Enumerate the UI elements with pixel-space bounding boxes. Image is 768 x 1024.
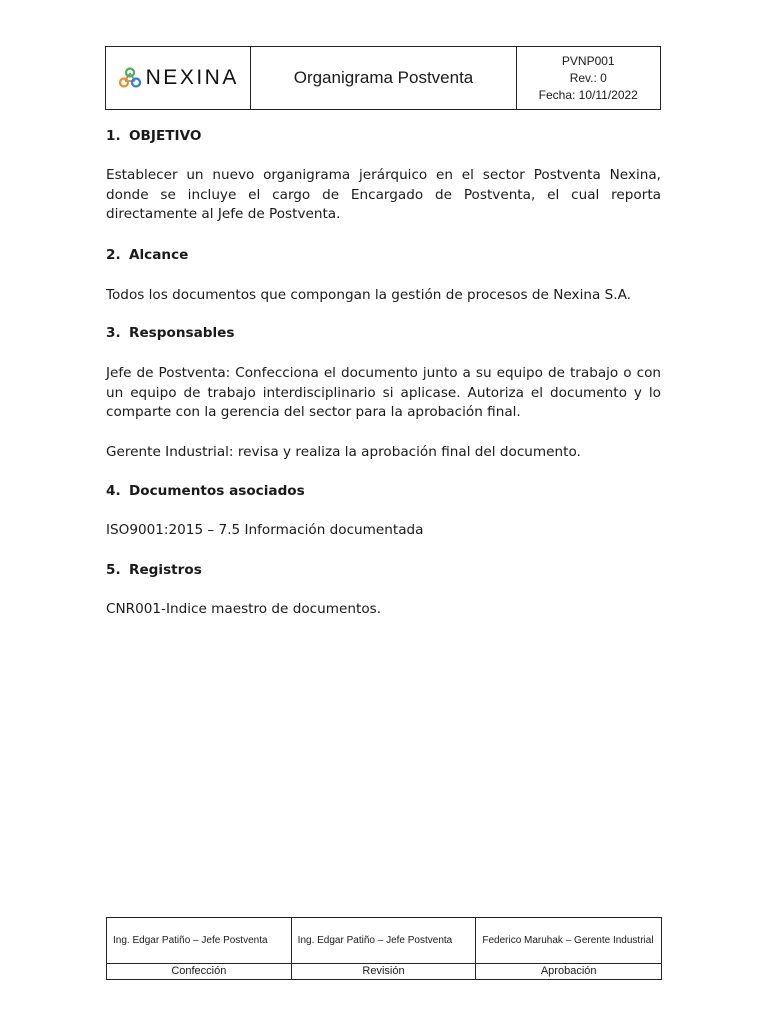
approval-name: Federico Maruhak – Gerente Industrial — [482, 935, 654, 946]
section-number: 4. — [106, 483, 121, 499]
approval-label: Aprobación — [540, 965, 597, 977]
section-number: 1. — [106, 128, 121, 144]
signature-labels-row — [107, 963, 661, 979]
document-meta — [517, 47, 660, 109]
section-heading-responsables — [106, 325, 235, 341]
section-number: 5. — [106, 562, 121, 578]
section-text-objetivo: Establecer un nuevo organigrama jerárquico en el sector Postventa Nexina, donde se incluye el cargo de Encargado de Postventa, el cual reporta directamente al Jefe de Postventa. — [106, 167, 661, 223]
document-header — [105, 46, 661, 110]
signature-names-row — [107, 918, 661, 963]
section-heading-documentos — [106, 483, 305, 499]
section-heading-objetivo — [106, 128, 201, 144]
section-title: OBJETIVO — [129, 128, 202, 144]
section-number: 3. — [106, 325, 121, 341]
document-code: PVNP001 — [561, 53, 615, 68]
logo-text: NEXINA — [145, 66, 239, 89]
section-text-alcance: Todos los documentos que compongan la gestión de procesos de Nexina S.A. — [106, 287, 631, 303]
section-title: Documentos asociados — [129, 483, 305, 499]
signature-table — [106, 917, 662, 980]
revision-label: Revisión — [292, 964, 477, 979]
section-number: 2. — [106, 247, 121, 263]
revision-name: Ing. Edgar Patiño – Jefe Postventa — [292, 918, 477, 963]
nexina-logo-icon — [118, 66, 142, 90]
section-text-registros: CNR001-Indice maestro de documentos. — [106, 601, 382, 617]
confection-name: Ing. Edgar Patiño – Jefe Postventa — [107, 918, 292, 963]
document-revision: Rev.: 0 — [569, 70, 607, 85]
section-title: Alcance — [129, 247, 189, 263]
document-title: Organigrama Postventa — [251, 47, 516, 109]
section-title: Responsables — [129, 325, 235, 341]
section-heading-alcance — [106, 247, 188, 263]
document-date: Fecha: 10/11/2022 — [538, 87, 638, 102]
section-heading-registros — [106, 562, 202, 578]
confection-label: Confección — [107, 964, 292, 979]
section-text-documentos: ISO9001:2015 – 7.5 Información documentada — [106, 522, 424, 538]
section-text-responsables-2: Gerente Industrial: revisa y realiza la aprobación final del documento. — [106, 444, 581, 460]
section-title: Registros — [129, 562, 202, 578]
section-text-responsables: Jefe de Postventa: Confecciona el documento junto a su equipo de trabajo o con un equipo de trabajo interdisciplinario si aplicase. Autoriza el documento y lo comparte con la gerencia del sector para la aprobación final. — [106, 365, 661, 421]
company-logo — [106, 47, 251, 109]
